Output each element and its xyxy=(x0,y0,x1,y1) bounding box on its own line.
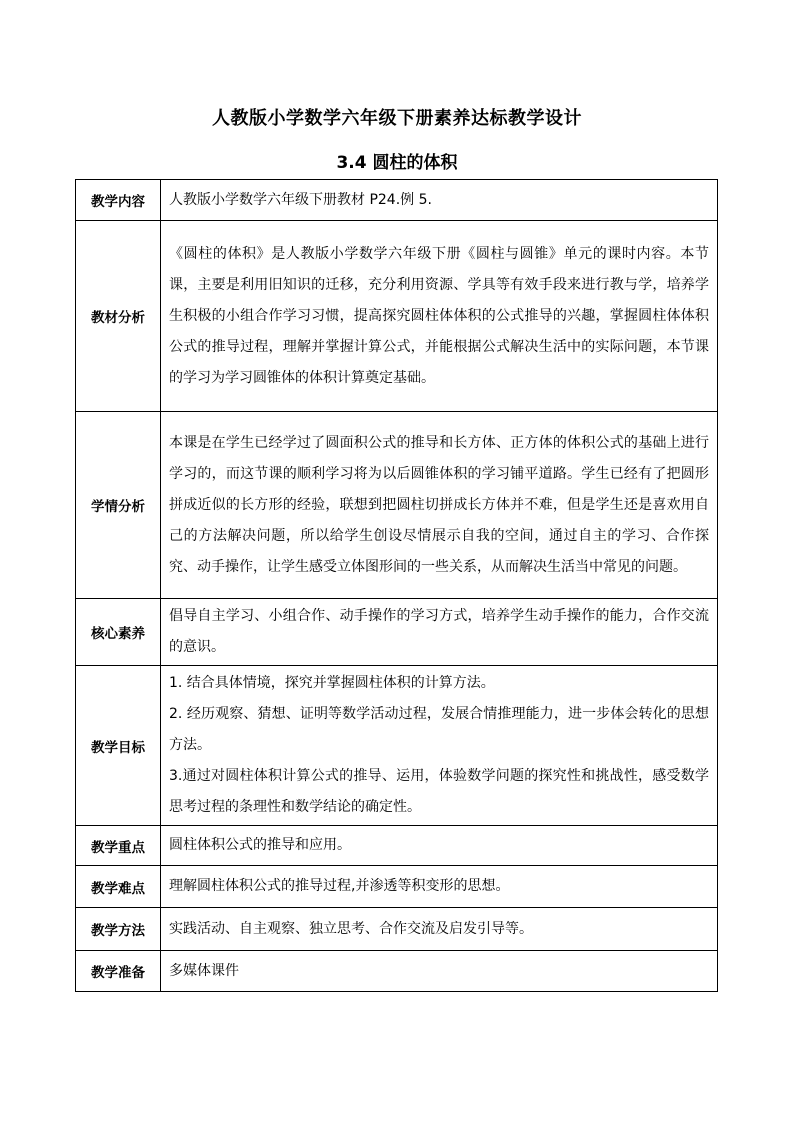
row-content xyxy=(161,666,718,826)
content-paragraph: 《圆柱的体积》是人教版小学数学六年级下册《圆柱与圆锥》单元的课时内容。本节课，主要是利用旧知识的迁移，充分利用资源、学具等有效手段来进行教与学，培养学生积极的小组合作学习习惯，提高探究圆柱体体积的公式推导的兴趣，掌握圆柱体体积公式的推导过程，理解并掌握计算公式，并能根据公式解决生活中的实际问题，本节课的学习为学习圆锥体的体积计算奠定基础。 xyxy=(169,245,709,386)
lesson-plan-table xyxy=(75,179,718,992)
table-row xyxy=(76,412,718,599)
row-content xyxy=(161,599,718,666)
table-row xyxy=(76,666,718,826)
row-label: 教学准备 xyxy=(76,951,161,992)
row-content xyxy=(161,908,718,951)
content-paragraph: 3.通过对圆柱体积计算公式的推导、运用，体验数学问题的探究性和挑战性，感受数学思考过程的条理性和数学结论的确定性。 xyxy=(169,768,709,815)
row-content xyxy=(161,180,718,221)
row-content xyxy=(161,951,718,992)
content-paragraph: 1. 结合具体情境，探究并掌握圆柱体积的计算方法。 xyxy=(169,675,495,691)
document-title: 人教版小学数学六年级下册素养达标教学设计 xyxy=(212,108,582,129)
row-label: 学情分析 xyxy=(76,412,161,599)
row-label: 教学重点 xyxy=(76,826,161,866)
content-paragraph: 实践活动、自主观察、独立思考、合作交流及启发引导等。 xyxy=(169,920,533,937)
table-row xyxy=(76,826,718,866)
row-label: 核心素养 xyxy=(76,599,161,666)
content-paragraph: 2. 经历观察、猜想、证明等数学活动过程，发展合情推理能力，进一步体会转化的思想方法。 xyxy=(169,706,709,753)
content-paragraph: 理解圆柱体积公式的推导过程,并渗透等积变形的思想。 xyxy=(169,878,510,894)
lesson-title: 3.4 圆柱的体积 xyxy=(336,153,458,173)
content-paragraph: 圆柱体积公式的推导和应用。 xyxy=(169,837,351,853)
content-paragraph: 人教版小学数学六年级下册教材 P24.例 5. xyxy=(169,191,432,208)
table-row xyxy=(76,221,718,412)
content-paragraph: 本课是在学生已经学过了圆面积公式的推导和长方体、正方体的体积公式的基础上进行学习的，而这节课的顺利学习将为以后圆锥体积的学习铺平道路。学生已经有了把圆形拼成近似的长方形的经验，联想到把圆柱切拼成长方体并不难，但是学生还是喜欢用自己的方法解决问题，所以给学生创设尽情展示自我的空间，通过自主的学习、合作探究、动手操作，让学生感受立体图形间的一些关系，从而解决生活当中常见的问题。 xyxy=(169,434,709,575)
row-label: 教学内容 xyxy=(76,180,161,221)
row-content xyxy=(161,826,718,866)
row-label: 教学目标 xyxy=(76,666,161,826)
table-row xyxy=(76,599,718,666)
row-label: 教学难点 xyxy=(76,866,161,908)
content-paragraph: 倡导自主学习、小组合作、动手操作的学习方式，培养学生动手操作的能力，合作交流的意识。 xyxy=(169,608,709,655)
table-row xyxy=(76,951,718,992)
row-content xyxy=(161,221,718,412)
row-label: 教材分析 xyxy=(76,221,161,412)
row-content xyxy=(161,412,718,599)
content-paragraph: 多媒体课件 xyxy=(169,962,239,979)
row-label: 教学方法 xyxy=(76,908,161,951)
table-row xyxy=(76,180,718,221)
table-row xyxy=(76,866,718,908)
table-row xyxy=(76,908,718,951)
row-content xyxy=(161,866,718,908)
